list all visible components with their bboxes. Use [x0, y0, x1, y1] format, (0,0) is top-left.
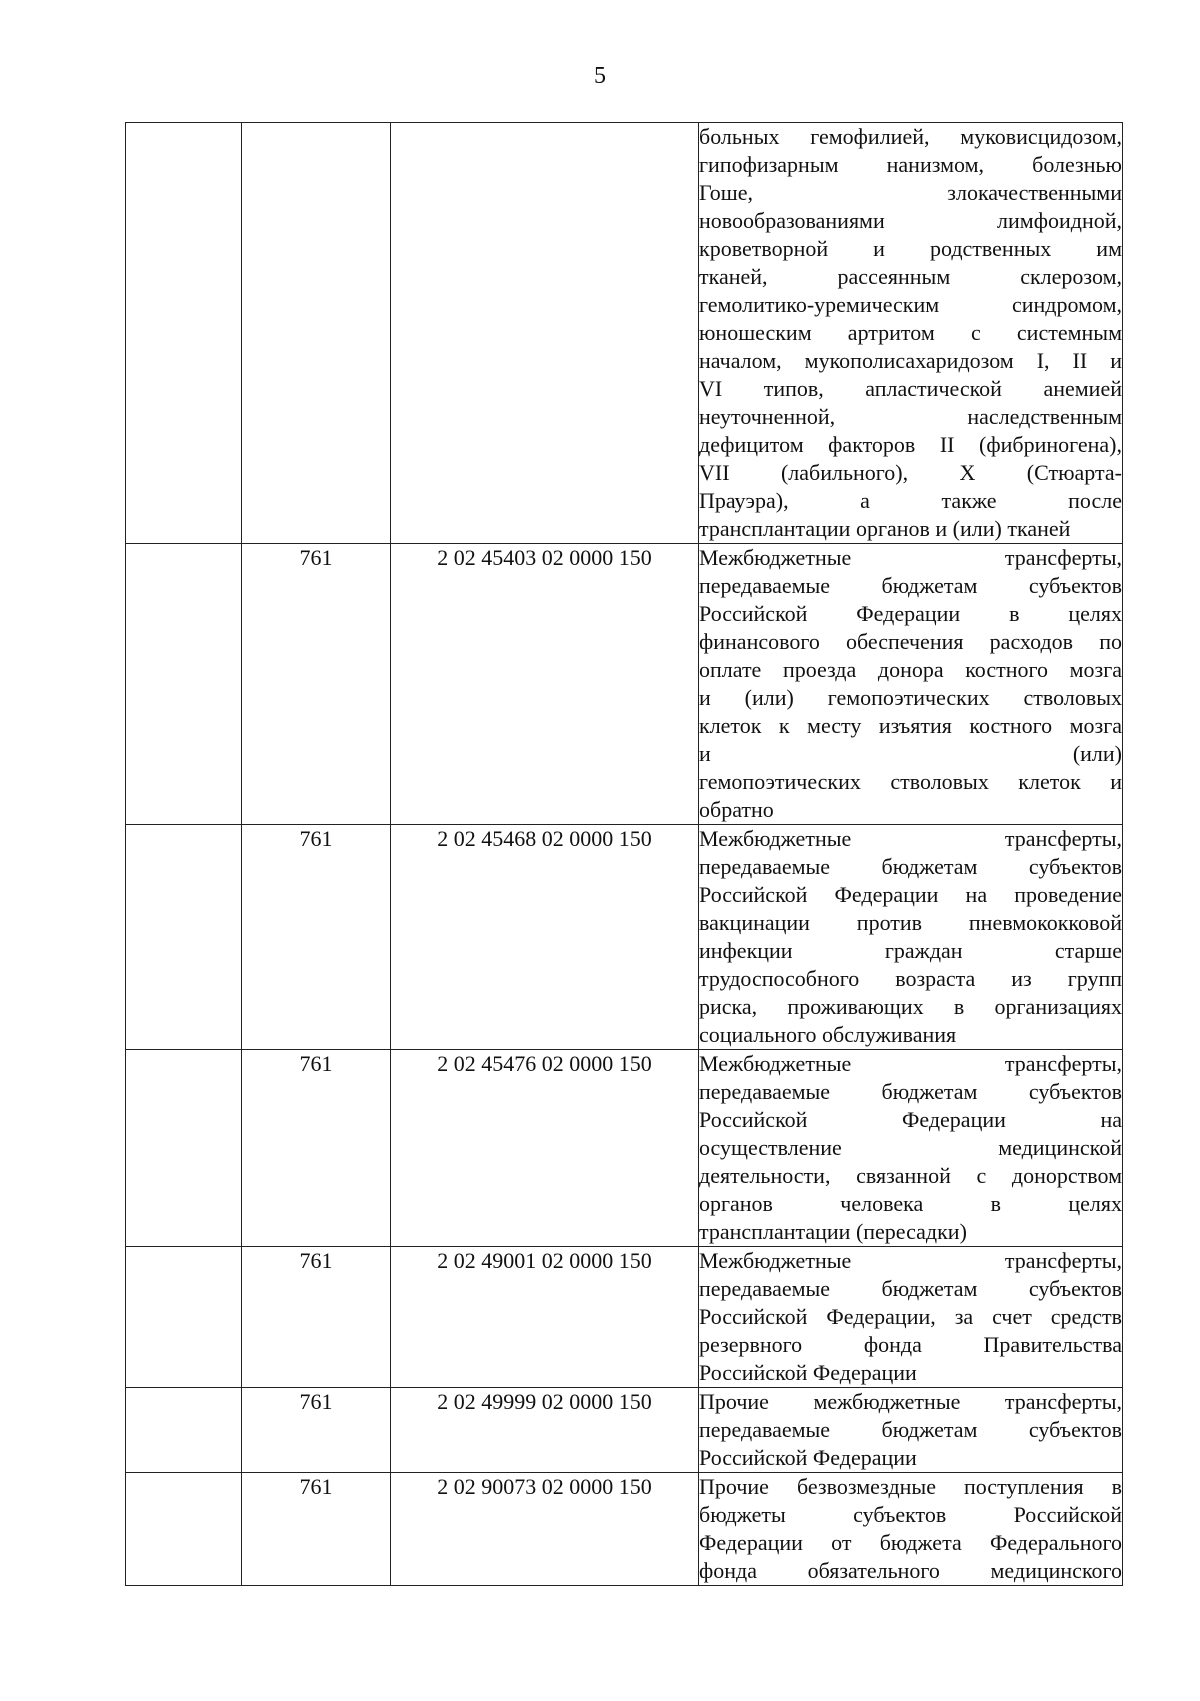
description-line: осуществление медицинской — [699, 1135, 1122, 1160]
kbk-code-cell — [391, 825, 699, 1050]
description-cell — [699, 825, 1123, 1050]
budget-classification-table — [125, 122, 1123, 1586]
kbk-code: 2 02 90073 02 0000 150 — [437, 1474, 652, 1499]
kbk-code: 2 02 45468 02 0000 150 — [437, 826, 652, 851]
description-line: передаваемые бюджетам субъектов — [699, 854, 1122, 879]
description-cell — [699, 123, 1123, 544]
description-line: трудоспособного возраста из групп — [699, 966, 1122, 991]
description-line: Прауэра), а также после — [699, 488, 1122, 513]
description-cell — [699, 1050, 1123, 1247]
admin-code-cell — [242, 825, 391, 1050]
admin-code: 761 — [299, 1389, 333, 1414]
description-line: и (или) — [699, 741, 1122, 766]
kbk-code-cell — [391, 1050, 699, 1247]
description-line: инфекции граждан старше — [699, 938, 1122, 963]
description-line: VII (лабильного), X (Стюарта- — [699, 460, 1122, 485]
description-line: тканей, рассеянным склерозом, — [699, 264, 1122, 289]
kbk-code-cell — [391, 1247, 699, 1388]
description-cell — [699, 1388, 1123, 1473]
empty-cell — [126, 544, 242, 825]
admin-code-cell — [242, 1247, 391, 1388]
description-line: Межбюджетные трансферты, — [699, 1051, 1122, 1076]
description-line: и (или) гемопоэтических стволовых — [699, 685, 1122, 710]
description-line: неуточненной, наследственным — [699, 404, 1122, 429]
table-row — [126, 544, 1123, 825]
kbk-code-cell — [391, 123, 699, 544]
description-line: резервного фонда Правительства — [699, 1332, 1122, 1357]
description-line: передаваемые бюджетам субъектов — [699, 1276, 1122, 1301]
description-line: фонда обязательного медицинского — [699, 1558, 1122, 1583]
description-line: гипофизарным нанизмом, болезнью — [699, 152, 1122, 177]
description-line: оплате проезда донора костного мозга — [699, 657, 1122, 682]
description-line: гемолитико-уремическим синдромом, — [699, 292, 1122, 317]
admin-code: 761 — [299, 826, 333, 851]
empty-cell — [126, 123, 242, 544]
description-line: Межбюджетные трансферты, — [699, 545, 1122, 570]
description-line: Российской Федерации — [699, 1445, 917, 1470]
kbk-code: 2 02 45476 02 0000 150 — [437, 1051, 652, 1076]
description-line: обратно — [699, 797, 774, 822]
kbk-code-cell — [391, 544, 699, 825]
description-line: деятельности, связанной с донорством — [699, 1163, 1122, 1188]
description-line: Федерации от бюджета Федерального — [699, 1530, 1122, 1555]
description-cell — [699, 1247, 1123, 1388]
table-row — [126, 1050, 1123, 1247]
description-line: риска, проживающих в организациях — [699, 994, 1122, 1019]
description-line: Российской Федерации на — [699, 1107, 1122, 1132]
description-cell — [699, 1473, 1123, 1586]
table-body — [126, 123, 1123, 1586]
description-line: началом, мукополисахаридозом I, II и — [699, 348, 1122, 373]
description-line: финансового обеспечения расходов по — [699, 629, 1122, 654]
description-line: гемопоэтических стволовых клеток и — [699, 769, 1122, 794]
description-line: органов человека в целях — [699, 1191, 1122, 1216]
description-line: дефицитом факторов II (фибриногена), — [699, 432, 1122, 457]
kbk-code: 2 02 49001 02 0000 150 — [437, 1248, 652, 1273]
kbk-code: 2 02 45403 02 0000 150 — [437, 545, 652, 570]
kbk-code: 2 02 49999 02 0000 150 — [437, 1389, 652, 1414]
description-line: клеток к месту изъятия костного мозга — [699, 713, 1122, 738]
table-row — [126, 825, 1123, 1050]
description-line: трансплантации органов и (или) тканей — [699, 516, 1071, 541]
description-line: юношеским артритом с системным — [699, 320, 1122, 345]
kbk-code-cell — [391, 1473, 699, 1586]
description-line: Гоше, злокачественными — [699, 180, 1122, 205]
admin-code: 761 — [299, 1051, 333, 1076]
empty-cell — [126, 1388, 242, 1473]
description-line: Прочие безвозмездные поступления в — [699, 1474, 1122, 1499]
description-line: Российской Федерации в целях — [699, 601, 1122, 626]
description-line: Прочие межбюджетные трансферты, — [699, 1389, 1122, 1414]
description-line: передаваемые бюджетам субъектов — [699, 573, 1122, 598]
table-row — [126, 1247, 1123, 1388]
admin-code: 761 — [299, 1248, 333, 1273]
description-line: вакцинации против пневмококковой — [699, 910, 1122, 935]
admin-code-cell — [242, 123, 391, 544]
description-line: социального обслуживания — [699, 1022, 957, 1047]
description-line: Межбюджетные трансферты, — [699, 826, 1122, 851]
description-line: Российской Федерации на проведение — [699, 882, 1122, 907]
empty-cell — [126, 1050, 242, 1247]
admin-code: 761 — [299, 1474, 333, 1499]
page-number: 5 — [594, 63, 606, 89]
table-row — [126, 1388, 1123, 1473]
empty-cell — [126, 825, 242, 1050]
description-line: новообразованиями лимфоидной, — [699, 208, 1122, 233]
empty-cell — [126, 1473, 242, 1586]
empty-cell — [126, 1247, 242, 1388]
admin-code-cell — [242, 544, 391, 825]
admin-code-cell — [242, 1050, 391, 1247]
admin-code-cell — [242, 1473, 391, 1586]
kbk-code-cell — [391, 1388, 699, 1473]
description-line: передаваемые бюджетам субъектов — [699, 1417, 1122, 1442]
table-row — [126, 123, 1123, 544]
description-line: кроветворной и родственных им — [699, 236, 1122, 261]
description-line: трансплантации (пересадки) — [699, 1219, 967, 1244]
description-line: больных гемофилией, муковисцидозом, — [699, 124, 1122, 149]
description-line: Российской Федерации, за счет средств — [699, 1304, 1122, 1329]
table-row — [126, 1473, 1123, 1586]
description-cell — [699, 544, 1123, 825]
admin-code-cell — [242, 1388, 391, 1473]
description-line: передаваемые бюджетам субъектов — [699, 1079, 1122, 1104]
description-line: бюджеты субъектов Российской — [699, 1502, 1122, 1527]
description-line: Межбюджетные трансферты, — [699, 1248, 1122, 1273]
admin-code: 761 — [299, 545, 333, 570]
description-line: Российской Федерации — [699, 1360, 917, 1385]
description-line: VI типов, апластической анемией — [699, 376, 1122, 401]
